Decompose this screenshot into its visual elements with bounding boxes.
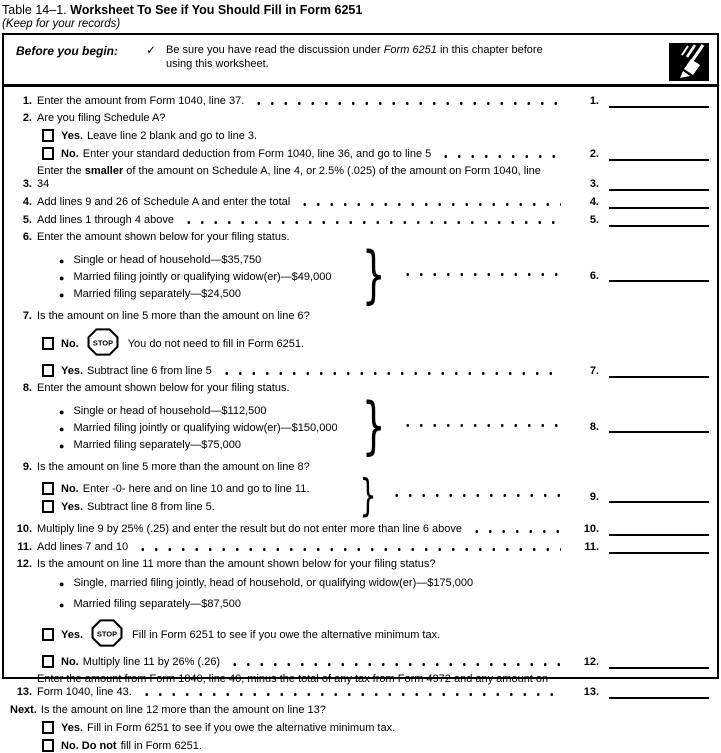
dot-leader <box>399 272 561 277</box>
option-text: Fill in Form 6251 to see if you owe the alternative minimum tax. <box>132 628 441 641</box>
line-text: Is the amount on line 5 more than the amount on line 8? <box>37 461 310 473</box>
line-ref: 11. <box>584 541 599 553</box>
line12-answer-blank[interactable] <box>609 655 709 669</box>
line2-answer-blank[interactable] <box>609 147 709 161</box>
worksheet-box <box>2 33 719 752</box>
pencil-icon <box>669 43 709 84</box>
line-text: Add lines 1 through 4 above <box>37 214 174 226</box>
bullet-text: Married filing jointly or qualifying widow(er)—$49,000 <box>73 270 332 283</box>
page-title <box>2 3 721 17</box>
no-label: No. Do not <box>61 740 117 752</box>
no-label: No. <box>61 337 79 350</box>
worksheet-line-8 <box>10 382 709 395</box>
next-yes-checkbox[interactable] <box>42 721 54 734</box>
bullet-icon: ● <box>59 423 65 434</box>
line5-answer-blank[interactable] <box>609 213 709 227</box>
option-text: Leave line 2 blank and go to line 3. <box>87 130 258 142</box>
line-number: 8. <box>22 382 32 394</box>
worksheet-line-4 <box>10 195 709 209</box>
option-text: You do not need to fill in Form 6251. <box>127 337 305 350</box>
line-number: 12. <box>16 558 32 570</box>
no-label: No. <box>61 656 79 668</box>
bullet-icon: ● <box>59 255 65 266</box>
line2-no-option <box>10 147 709 161</box>
bullet-icon: ● <box>59 272 65 283</box>
line9-answer-blank[interactable] <box>609 489 709 503</box>
worksheet-line-6 <box>10 231 709 244</box>
next-no-checkbox[interactable] <box>42 739 54 752</box>
line12-no-option <box>10 655 709 669</box>
line2-no-checkbox[interactable] <box>42 147 54 160</box>
before-you-begin-text: Be sure you have read the discussion under Form 6251 in this chapter before using this worksheet. <box>166 44 543 70</box>
line-number: 5. <box>22 214 32 226</box>
line-number: 3. <box>22 178 32 190</box>
bullet-text: Single or head of household—$112,500 <box>73 404 267 417</box>
line12-no-checkbox[interactable] <box>42 655 54 668</box>
line12-bullet-1 <box>10 577 709 590</box>
line-number: 6. <box>22 231 32 243</box>
line-text: Add lines 7 and 10 <box>37 541 129 553</box>
dot-leader <box>138 692 561 697</box>
line6-bullet-3 <box>10 288 360 301</box>
line-number: 7. <box>22 310 32 322</box>
bullet-text: Married filing separately—$24,500 <box>73 287 241 300</box>
line2-yes-checkbox[interactable] <box>42 129 54 142</box>
line7-yes-option <box>10 364 709 378</box>
line8-options-group <box>10 389 709 462</box>
bullet-icon: ● <box>59 600 65 610</box>
worksheet-line-10 <box>10 522 709 536</box>
yes-label: Yes. <box>61 722 84 734</box>
dot-leader <box>399 423 561 428</box>
stop-icon <box>91 619 123 651</box>
stop-icon <box>87 328 119 360</box>
bullet-text: Single or head of household—$35,750 <box>73 253 262 266</box>
line-text: Enter the amount shown below for your filing status. <box>37 382 290 394</box>
line13-answer-blank[interactable] <box>609 685 709 699</box>
no-label: No. <box>61 148 79 160</box>
checkmark-icon: ✓ <box>145 43 157 57</box>
line1-answer-blank[interactable] <box>609 94 709 108</box>
brace-icon: } <box>361 389 386 462</box>
line-ref: 1. <box>589 95 599 107</box>
line7-yes-checkbox[interactable] <box>42 364 54 377</box>
bullet-text: Married filing separately—$87,500 <box>73 598 241 610</box>
dot-leader <box>468 529 561 534</box>
line-ref: 12. <box>583 656 599 668</box>
yes-label: Yes. <box>61 628 84 641</box>
line7-answer-blank[interactable] <box>609 364 709 378</box>
line-number: 2. <box>22 112 32 124</box>
yes-label: Yes. <box>61 130 84 142</box>
worksheet-line-3 <box>10 165 709 191</box>
worksheet-line-11 <box>10 540 709 554</box>
line-number: 4. <box>22 196 32 208</box>
worksheet-line-5 <box>10 213 709 227</box>
stop-icon-label: STOP <box>96 629 118 639</box>
line12-bullet-2 <box>10 598 709 611</box>
line-ref: 7. <box>589 365 599 377</box>
line7-no-checkbox[interactable] <box>42 337 54 350</box>
line6-bullet-1 <box>10 254 360 267</box>
line9-yes-option <box>10 500 360 514</box>
line-ref: 5. <box>589 214 599 226</box>
before-you-begin-label: Before you begin: <box>16 44 119 58</box>
line-text-continued: Form 1040, line 43. <box>37 686 132 698</box>
option-text: Multiply line 11 by 26% (.26) <box>82 656 221 668</box>
line-text: Is the amount on line 11 more than the amount shown below for your filing status? <box>37 558 436 570</box>
line6-options-group <box>10 238 709 311</box>
subtitle: (Keep for your records) <box>2 18 121 30</box>
line6-answer-blank[interactable] <box>609 268 709 282</box>
no-label: No. <box>61 483 79 495</box>
line11-answer-blank[interactable] <box>609 540 709 554</box>
line3-answer-blank[interactable] <box>609 177 709 191</box>
line7-no-option <box>10 328 709 360</box>
brace-icon: } <box>359 470 377 521</box>
bullet-text: Married filing separately—$75,000 <box>73 438 241 451</box>
line-text: Is the amount on line 5 more than the amount on line 6? <box>37 310 310 322</box>
line-ref: 3. <box>589 178 599 190</box>
option-text: Enter -0- here and on line 10 and go to line 11. <box>82 483 310 495</box>
line-number: 1. <box>22 95 32 107</box>
line-ref: 9. <box>589 491 599 503</box>
line-ref: 8. <box>589 421 599 433</box>
dot-leader <box>226 662 561 667</box>
worksheet-line-7 <box>10 310 709 323</box>
line9-options-group <box>10 470 709 521</box>
dot-leader <box>218 371 561 376</box>
line-text: Are you filing Schedule A? <box>37 112 166 124</box>
line-number: 11. <box>17 541 32 553</box>
option-text: Subtract line 8 from line 5. <box>87 501 215 513</box>
bullet-icon: ● <box>59 406 65 417</box>
bullet-text: Single, married filing jointly, head of household, or qualifying widow(er)—$175,000 <box>73 577 474 589</box>
option-text: Subtract line 6 from line 5 <box>87 365 212 377</box>
bullet-text: Married filing jointly or qualifying widow(er)—$150,000 <box>73 421 338 434</box>
line-text: Enter the amount from Form 1040, line 37. <box>37 95 245 107</box>
line2-yes-option <box>10 129 709 143</box>
line6-bullet-2 <box>10 271 360 284</box>
line-number: 10. <box>16 523 32 535</box>
dot-leader <box>134 547 561 552</box>
line-text: Enter the smaller of the amount on Schedule A, line 4, or 2.5% (.025) of the amount on Form 1040, line 34 <box>37 165 541 190</box>
line-ref: 13. <box>583 686 599 698</box>
next-no-option <box>10 739 709 753</box>
yes-label: Yes. <box>61 365 84 377</box>
line-text: Multiply line 9 by 25% (.25) and enter the result but do not enter more than line 6 above <box>37 523 462 535</box>
line4-answer-blank[interactable] <box>609 195 709 209</box>
next-yes-option <box>10 721 709 735</box>
next-label: Next. <box>10 704 37 716</box>
line-number: 13. <box>16 686 32 698</box>
option-text: Fill in Form 6251 to see if you owe the alternative minimum tax. <box>87 722 396 734</box>
line12-yes-checkbox[interactable] <box>42 628 54 641</box>
option-text: Enter your standard deduction from Form 1040, line 36, and go to line 5 <box>82 148 432 160</box>
line-ref: 6. <box>589 270 599 282</box>
line-ref: 4. <box>589 196 599 208</box>
option-text: fill in Form 6251. <box>120 740 202 752</box>
line-ref: 10. <box>583 523 599 535</box>
line8-bullet-1 <box>10 405 360 418</box>
next-text: Is the amount on line 12 more than the amount on line 13? <box>40 704 326 716</box>
dot-leader <box>437 154 561 159</box>
next-section <box>10 704 709 717</box>
line12-yes-option <box>10 619 709 651</box>
dot-leader <box>296 202 561 207</box>
bullet-icon: ● <box>59 440 65 451</box>
line-text: Enter the amount from Form 1040, line 40, minus the total of any tax from Form 4972 and any amount on <box>37 673 549 685</box>
worksheet-line-13 <box>10 673 709 699</box>
dot-leader <box>180 220 561 225</box>
line-ref: 2. <box>589 148 599 160</box>
worksheet-line-1 <box>10 94 709 108</box>
before-you-begin-section <box>4 35 717 87</box>
dot-leader <box>250 101 561 106</box>
bullet-icon: ● <box>59 289 65 300</box>
line9-no-checkbox[interactable] <box>42 482 54 495</box>
line8-bullet-2 <box>10 422 360 435</box>
line-number: 9. <box>22 461 32 473</box>
dot-leader <box>388 493 561 498</box>
line-text: Enter the amount shown below for your filing status. <box>37 231 290 243</box>
line8-bullet-3 <box>10 439 360 452</box>
line8-answer-blank[interactable] <box>609 419 709 433</box>
brace-icon: } <box>361 238 386 311</box>
line9-no-option <box>10 482 360 496</box>
line-text: Add lines 9 and 26 of Schedule A and enter the total <box>37 196 291 208</box>
line10-answer-blank[interactable] <box>609 522 709 536</box>
bullet-icon: ● <box>59 579 65 589</box>
worksheet-line-12 <box>10 558 709 571</box>
worksheet-line-2 <box>10 112 709 125</box>
stop-icon-label: STOP <box>92 338 113 348</box>
yes-label: Yes. <box>61 501 84 513</box>
worksheet-title: Worksheet To See if You Should Fill in Form 6251 <box>70 3 363 17</box>
table-number: Table 14–1. <box>2 3 67 17</box>
line9-yes-checkbox[interactable] <box>42 500 54 513</box>
